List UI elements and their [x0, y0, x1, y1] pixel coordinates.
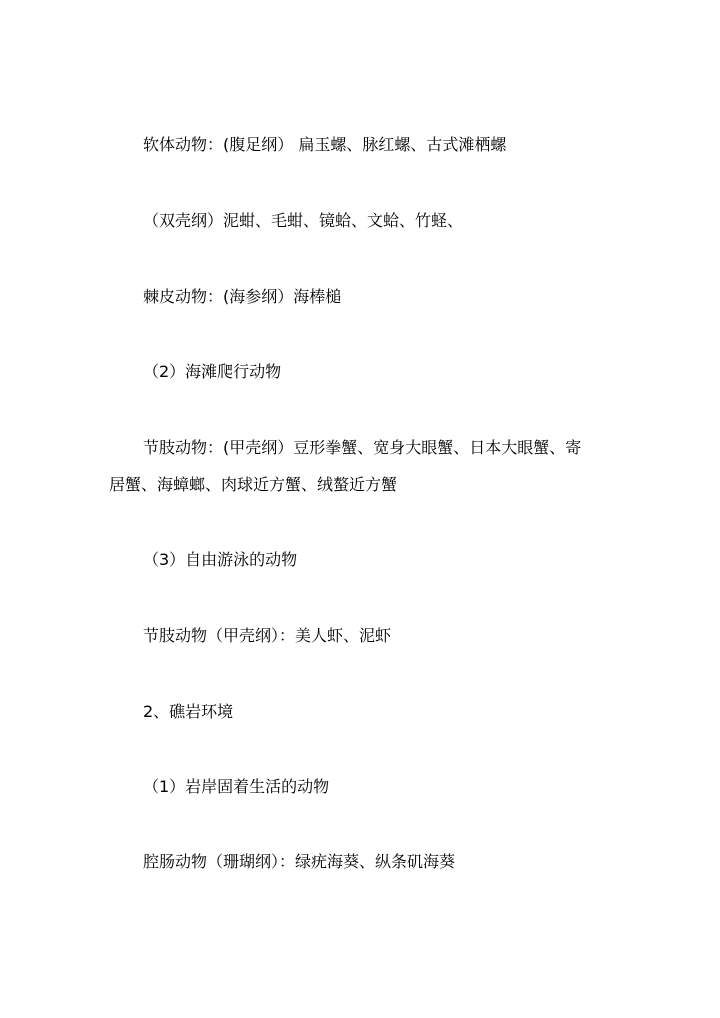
text-line-heading-crawling: （2）海滩爬行动物	[143, 362, 282, 381]
text-line-arthropoda-crabs: 节肢动物：(甲壳纲）豆形拳蟹、宽身大眼蟹、日本大眼蟹、寄	[143, 438, 582, 457]
text-line-heading-sessile: （1）岩岸固着生活的动物	[143, 777, 330, 796]
text-line-arthropoda-crabs-cont: 居蟹、海蟑螂、肉球近方蟹、绒螯近方蟹	[109, 475, 398, 494]
text-line-heading-reef: 2、礁岩环境	[143, 702, 234, 721]
text-line-heading-swimming: （3）自由游泳的动物	[143, 550, 298, 569]
text-line-echinodermata: 棘皮动物：(海参纲）海棒槌	[143, 287, 342, 306]
text-line-mollusca: 软体动物：(腹足纲） 扁玉螺、脉红螺、古式滩栖螺	[143, 135, 507, 154]
text-line-cnidaria: 腔肠动物（珊瑚纲）：绿疣海葵、纵条矶海葵	[143, 852, 456, 871]
text-line-bivalvia: （双壳纲）泥蚶、毛蚶、镜蛤、文蛤、竹蛏、	[143, 211, 464, 230]
text-line-arthropoda-shrimp: 节肢动物（甲壳纲）：美人虾、泥虾	[143, 626, 392, 645]
